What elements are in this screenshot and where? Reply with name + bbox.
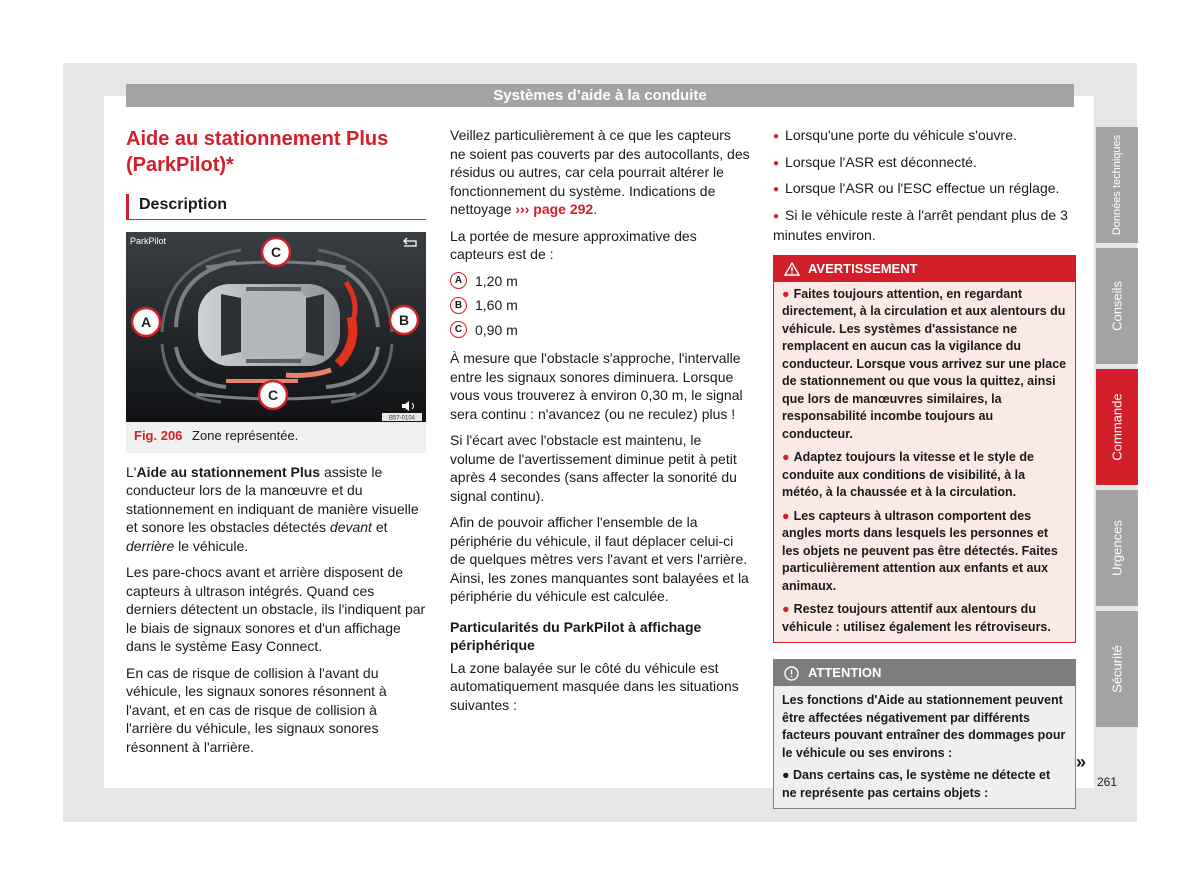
title-line-2: (ParkPilot)* xyxy=(126,154,234,176)
page-link[interactable]: ››› page 292 xyxy=(515,201,594,217)
attention-body xyxy=(774,686,1075,808)
column-1 xyxy=(126,126,426,764)
zone-label-b xyxy=(390,306,418,334)
svg-text:A: A xyxy=(140,314,152,330)
continue-mark: » xyxy=(1076,752,1087,772)
figure-label: Fig. 206 xyxy=(134,428,183,443)
zone-label-a xyxy=(132,308,160,336)
paragraph-masked: La zone balayée sur le côté du véhicule est automatiquement masquée dans les situations suivantes : xyxy=(450,659,739,713)
warning-body xyxy=(774,282,1075,643)
figure-parkpilot xyxy=(126,232,426,453)
figure-caption xyxy=(126,422,426,453)
measure-list xyxy=(450,272,750,340)
paragraph-periphery: Afin de pouvoir afficher l'ensemble de la périphérie du véhicule, il faut déplacer celui-ci de quelques mètres vers l'avant et vers l'arrière. Ainsi, les zones manquantes sont balayées et la périphérie du véhicule est calculée. xyxy=(450,514,749,604)
tab-commande[interactable]: Commande xyxy=(1096,369,1138,485)
warning-box xyxy=(773,255,1076,644)
column-3 xyxy=(773,126,1076,809)
attention-box xyxy=(773,659,1076,809)
car-top-view xyxy=(198,284,340,366)
measure-item: A 1,20 m xyxy=(450,272,750,291)
measure-item: B 1,60 m xyxy=(450,296,750,315)
warning-item: ● Les capteurs à ultrason comportent des angles morts dans lesquels les personnes et les objets ne peuvent pas être détectés. Faites particulièrement attention aux enfants et aux animaux. xyxy=(782,508,1058,593)
attention-intro: Les fonctions d'Aide au stationnement peuvent être affectées négativement par différents facteurs pouvant entraîner des dommages pour le véhicule ou ses environs : xyxy=(782,693,1066,760)
warning-item: ● Adaptez toujours la vitesse et le style de conduite aux conditions de visibilité, à la météo, à la chaussée et à la circulation. xyxy=(782,450,1034,499)
column-2 xyxy=(450,126,750,722)
tab-donnees-techniques[interactable]: Données techniques xyxy=(1096,127,1138,243)
paragraph-range: La portée de mesure approximative des capteurs est de : xyxy=(450,227,697,262)
section-header: Systèmes d’aide à la conduite xyxy=(126,84,1074,107)
figure-code: B57-0104 xyxy=(388,415,416,422)
page-number: 261 xyxy=(1097,775,1118,789)
tab-conseils[interactable]: Conseils xyxy=(1096,248,1138,364)
screen-title: ParkPilot xyxy=(130,236,167,246)
parkpilot-screen xyxy=(126,232,426,422)
zone-label-c-bottom xyxy=(259,381,287,409)
measure-item: C 0,90 m xyxy=(450,321,750,340)
warning-item: ● Faites toujours attention, en regardant directement, à la circulation et aux alentours du véhicule. Les systèmes d'assistance ne remplacent en aucun cas la vigilance du conducteur. Lorsque vous arrivez sur une place de stationnement ou que vous la quittez, ainsi que lors de manœuvres similaires, la responsabilité incombe toujours au conducteur. xyxy=(782,286,1067,441)
list-item: ● Si le véhicule reste à l'arrêt pendant plus de 3 minutes environ. xyxy=(773,206,1076,245)
subheading-description: Description xyxy=(126,194,426,220)
warning-header: AVERTISSEMENT xyxy=(774,256,1075,282)
paragraph-collision: En cas de risque de collision à l'avant du véhicule, les signaux sonores résonnent à l'avant, et en cas de risque de collision à l'arrière du véhicule, les signaux sonores résonnent à l'arrière. xyxy=(126,664,387,755)
list-item: ● Lorsqu'une porte du véhicule s'ouvre. xyxy=(773,126,1076,147)
page-title xyxy=(126,126,426,178)
tab-urgences[interactable]: Urgences xyxy=(1096,490,1138,606)
paragraph-sensors: Les pare-chocs avant et arrière disposent de capteurs à ultrason intégrés. Quand ces derniers détectent un obstacle, ils l'indiquent par le biais de signaux sonores et d'un affichage dans le système Easy Connect. xyxy=(126,564,426,654)
paragraph-cleaning: Veillez particulièrement à ce que les capteurs ne soient pas couverts par des autocollants, des résidus ou autres, car cela pourrait altérer le fonctionnement du système. Indications de nettoyage ››› page 292. xyxy=(450,127,750,217)
tab-securite[interactable]: Sécurité xyxy=(1096,611,1138,727)
figure-caption-text: Zone représentée. xyxy=(192,428,299,443)
paragraph-volume: Si l'écart avec l'obstacle est maintenu, le volume de l'avertissement diminue petit à petit après 4 secondes (sans affecter la sonorité du signal continu). xyxy=(450,432,737,504)
list-item: ● Lorsque l'ASR ou l'ESC effectue un réglage. xyxy=(773,179,1076,200)
zone-label-c-top xyxy=(262,238,290,266)
attention-item: ● Dans certains cas, le système ne détecte et ne représente pas certains objets : xyxy=(782,768,1051,800)
attention-circle-icon xyxy=(784,666,799,681)
svg-text:C: C xyxy=(270,244,282,260)
list-item: ● Lorsque l'ASR est déconnecté. xyxy=(773,153,1076,174)
svg-text:B: B xyxy=(398,312,410,328)
svg-text:C: C xyxy=(267,387,279,403)
attention-header: ATTENTION xyxy=(774,660,1075,686)
warning-triangle-icon xyxy=(784,262,800,276)
warning-item: ● Restez toujours attentif aux alentours du véhicule : utilisez également les rétroviseurs. xyxy=(782,602,1051,634)
paragraph-approach: À mesure que l'obstacle s'approche, l'intervalle entre les signaux sonores diminuera. Lorsque vous vous trouverez à environ 0,30 m, le signal sera continu : n'avancez (ou ne reculez) plus ! xyxy=(450,350,743,422)
title-line-1: Aide au stationnement Plus xyxy=(126,128,389,150)
paragraph-intro: L'Aide au stationnement Plus assiste le conducteur lors de la manœuvre et du stationnement en indiquant de manière visuelle et sonore les obstacles détectés devant et derrière le véhicule. xyxy=(126,463,419,554)
subheading-particularites: Particularités du ParkPilot à affichage périphérique xyxy=(450,618,702,653)
